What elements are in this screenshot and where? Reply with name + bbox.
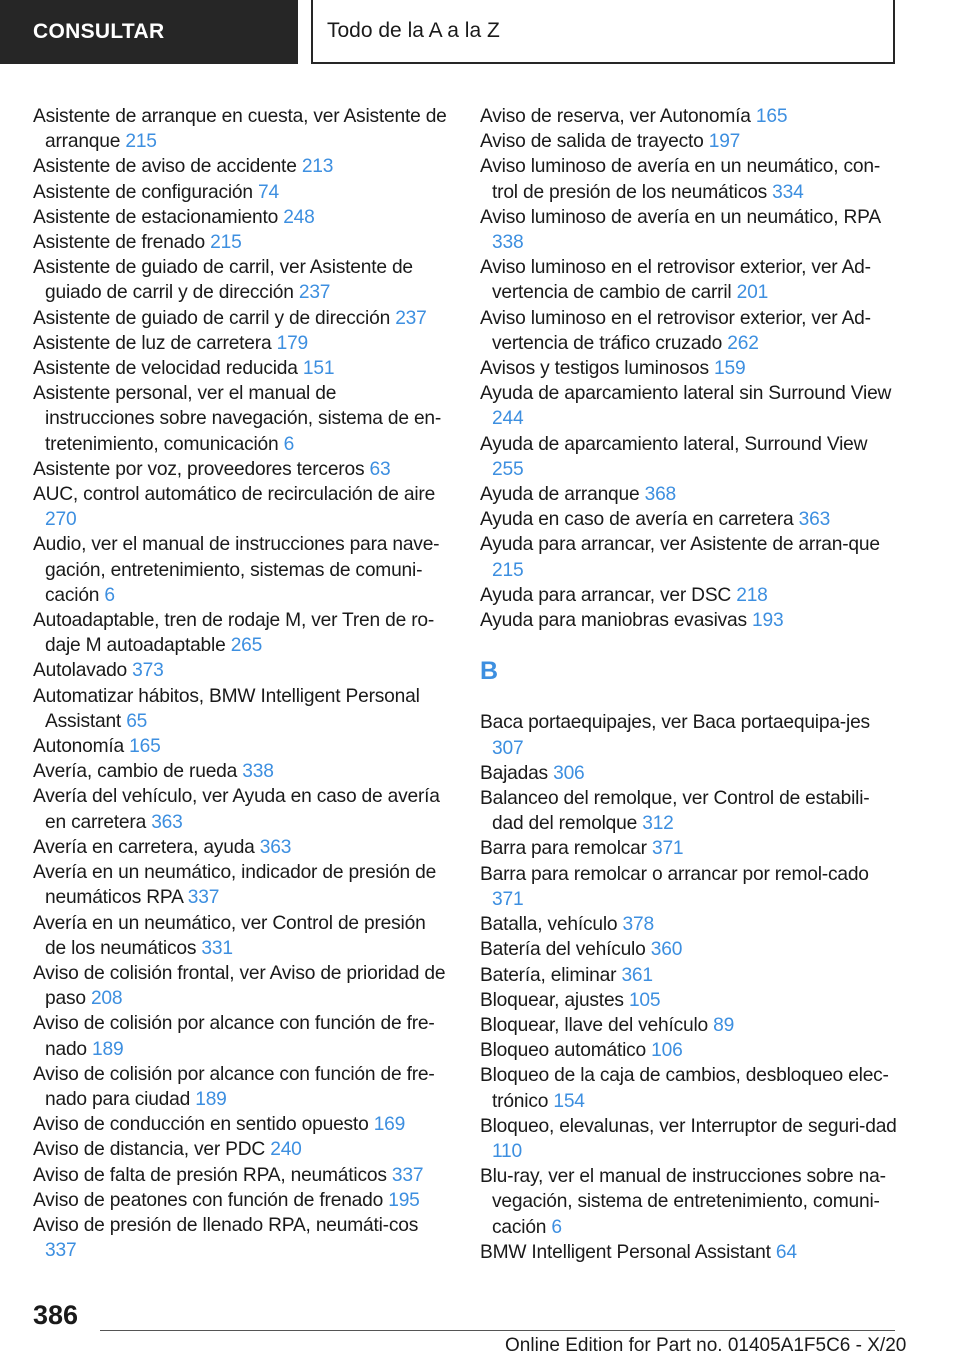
index-entry bbox=[480, 104, 900, 129]
index-entry bbox=[33, 356, 448, 381]
page-link[interactable]: 189 bbox=[195, 1088, 227, 1110]
index-group-b bbox=[480, 710, 900, 1264]
page-link[interactable]: 169 bbox=[373, 1114, 406, 1136]
entry-text: Asistente de estacionamiento bbox=[33, 206, 279, 228]
page-link[interactable]: 368 bbox=[644, 484, 677, 506]
entry-text: Baca portaequipajes, ver Baca portaequipa-jes bbox=[480, 712, 870, 734]
page-link[interactable]: 363 bbox=[259, 836, 292, 858]
index-entry bbox=[33, 1062, 448, 1112]
page-link[interactable]: 195 bbox=[388, 1189, 420, 1211]
entry-text: Aviso luminoso en el retrovisor exterior, ver Ad-vertencia de tráfico cruzado bbox=[480, 307, 871, 354]
page-link[interactable]: 244 bbox=[492, 408, 524, 430]
index-entry bbox=[480, 205, 900, 255]
index-entry bbox=[33, 1011, 448, 1061]
index-entry bbox=[480, 154, 900, 204]
page-link[interactable]: 312 bbox=[642, 813, 674, 835]
entry-text: AUC, control automático de recirculación de aire bbox=[33, 484, 436, 506]
entry-text: BMW Intelligent Personal Assistant bbox=[480, 1241, 771, 1263]
page-link[interactable]: 179 bbox=[276, 332, 309, 354]
page-link[interactable]: 218 bbox=[736, 584, 768, 606]
index-entry bbox=[480, 988, 900, 1013]
entry-text: Aviso de presión de llenado RPA, neumáti-cos bbox=[33, 1214, 419, 1236]
entry-text: Blu-ray, ver el manual de instrucciones sobre na-vegación, sistema de entretenimiento, comuni-cación bbox=[480, 1166, 886, 1238]
page-link[interactable]: 237 bbox=[395, 307, 427, 329]
entry-text: Bloqueo automático bbox=[480, 1040, 647, 1062]
index-entry bbox=[480, 786, 900, 836]
index-column-right bbox=[480, 104, 900, 1265]
page-link[interactable]: 337 bbox=[187, 887, 220, 909]
index-entry bbox=[480, 306, 900, 356]
page-link[interactable]: 165 bbox=[129, 736, 161, 758]
page-link[interactable]: 165 bbox=[755, 106, 788, 127]
entry-text: Barra para remolcar bbox=[480, 838, 647, 860]
index-entry bbox=[480, 482, 900, 507]
index-entry bbox=[33, 835, 448, 860]
entry-text: Asistente por voz, proveedores terceros bbox=[33, 458, 365, 480]
index-entry bbox=[33, 104, 448, 154]
index-entry bbox=[33, 381, 448, 457]
page-link[interactable]: 371 bbox=[651, 838, 684, 860]
index-entry bbox=[33, 331, 448, 356]
page-link[interactable]: 89 bbox=[713, 1014, 735, 1036]
index-entry bbox=[480, 1114, 900, 1164]
entry-text: Aviso luminoso de avería en un neumático, con-trol de presión de los neumáticos bbox=[480, 156, 881, 203]
index-entry bbox=[33, 230, 448, 255]
entry-text: Autonomía bbox=[33, 736, 124, 758]
page-link[interactable]: 363 bbox=[151, 811, 183, 833]
page-link[interactable]: 154 bbox=[553, 1090, 585, 1112]
entry-text: Asistente de arranque en cuesta, ver Asistente de arranque bbox=[33, 106, 447, 153]
entry-text: Asistente personal, ver el manual de instrucciones sobre navegación, sistema de en-tretenimiento, comunicación bbox=[33, 383, 442, 455]
index-entry bbox=[480, 1013, 900, 1038]
entry-text: Autoadaptable, tren de rodaje M, ver Tren de ro-daje M autoadaptable bbox=[33, 610, 435, 657]
page-link[interactable]: 151 bbox=[302, 358, 335, 380]
page-link[interactable]: 105 bbox=[628, 989, 661, 1011]
index-entry bbox=[480, 862, 900, 912]
page-link[interactable]: 306 bbox=[553, 762, 585, 784]
page-link[interactable]: 213 bbox=[301, 156, 334, 178]
page-link[interactable]: 237 bbox=[298, 282, 331, 304]
index-entry bbox=[480, 1240, 900, 1265]
index-entry bbox=[33, 1163, 448, 1188]
entry-text: Aviso de colisión por alcance con función de fre-nado para ciudad bbox=[33, 1063, 435, 1110]
chapter-title: Todo de la A a la Z bbox=[311, 0, 895, 64]
page-link[interactable]: 338 bbox=[242, 761, 274, 783]
index-entry bbox=[33, 911, 448, 961]
index-entry bbox=[33, 532, 448, 608]
index-entry bbox=[480, 836, 900, 861]
page-link[interactable]: 6 bbox=[551, 1216, 562, 1238]
index-entry bbox=[33, 961, 448, 1011]
entry-text: Asistente de frenado bbox=[33, 232, 206, 254]
entry-text: Ayuda para arrancar, ver Asistente de arran-que bbox=[480, 534, 880, 556]
entry-text: Bajadas bbox=[480, 762, 548, 784]
page-link[interactable]: 248 bbox=[283, 206, 315, 228]
page-link[interactable]: 201 bbox=[736, 282, 769, 304]
page-link[interactable]: 63 bbox=[369, 458, 391, 480]
page-link[interactable]: 159 bbox=[714, 358, 746, 380]
entry-text: Batería, eliminar bbox=[480, 964, 617, 986]
index-entry bbox=[33, 180, 448, 205]
entry-text: Bloquear, llave del vehículo bbox=[480, 1014, 709, 1036]
entry-text: Asistente de guiado de carril, ver Asistente de guiado de carril y de dirección bbox=[33, 257, 413, 304]
entry-text: Avería en un neumático, indicador de presión de neumáticos RPA bbox=[33, 862, 437, 909]
entry-text: Avisos y testigos luminosos bbox=[480, 358, 709, 380]
entry-text: Batería del vehículo bbox=[480, 939, 646, 961]
page-link[interactable]: 6 bbox=[283, 433, 295, 455]
index-entry bbox=[33, 205, 448, 230]
page-link[interactable]: 215 bbox=[125, 131, 157, 153]
page-link[interactable]: 64 bbox=[775, 1241, 797, 1263]
entry-text: Ayuda de aparcamiento lateral, Surround View bbox=[480, 433, 868, 455]
index-entry bbox=[480, 912, 900, 937]
index-entry bbox=[33, 457, 448, 482]
page-link[interactable]: 74 bbox=[258, 181, 279, 203]
page-link[interactable]: 110 bbox=[492, 1140, 522, 1162]
entry-text: Balanceo del remolque, ver Control de estabili-dad del remolque bbox=[480, 788, 870, 835]
page-link[interactable]: 6 bbox=[104, 584, 115, 606]
page-link[interactable]: 363 bbox=[798, 509, 831, 531]
entry-text: Audio, ver el manual de instrucciones para nave-gación, entretenimiento, sistemas de comuni-cación bbox=[33, 534, 440, 606]
footer-divider bbox=[100, 1330, 895, 1331]
entry-text: Bloqueo de la caja de cambios, desbloqueo elec-trónico bbox=[480, 1065, 889, 1112]
index-entry bbox=[33, 860, 448, 910]
index-entry bbox=[480, 381, 900, 431]
page-link[interactable]: 373 bbox=[132, 660, 164, 682]
entry-text: Asistente de velocidad reducida bbox=[33, 358, 298, 380]
index-entry bbox=[33, 734, 448, 759]
page-number: 386 bbox=[33, 1300, 79, 1330]
page-link[interactable]: 240 bbox=[270, 1139, 302, 1161]
index-entry bbox=[480, 1038, 900, 1063]
index-column-left bbox=[33, 104, 448, 1263]
entry-text: Ayuda para arrancar, ver DSC bbox=[480, 584, 732, 606]
entry-text: Automatizar hábitos, BMW Intelligent Personal Assistant bbox=[33, 685, 420, 732]
entry-text: Aviso de colisión frontal, ver Aviso de prioridad de paso bbox=[33, 962, 446, 1010]
index-entry bbox=[480, 432, 900, 482]
page-header bbox=[0, 0, 960, 66]
index-entry bbox=[33, 1188, 448, 1213]
index-entry bbox=[480, 129, 900, 154]
index-entry bbox=[33, 658, 448, 683]
entry-text: Aviso luminoso en el retrovisor exterior, ver Ad-vertencia de cambio de carril bbox=[480, 257, 871, 304]
page-link[interactable]: 262 bbox=[727, 332, 759, 354]
index-entry bbox=[480, 963, 900, 988]
index-entry bbox=[33, 684, 448, 734]
page-link[interactable]: 337 bbox=[391, 1164, 424, 1186]
entry-text: Asistente de configuración bbox=[33, 181, 253, 203]
page-link[interactable]: 307 bbox=[492, 737, 524, 759]
entry-text: Aviso de reserva, ver Autonomía bbox=[480, 106, 751, 127]
index-entry bbox=[480, 1164, 900, 1240]
index-entry bbox=[480, 1063, 900, 1113]
entry-text: Asistente de aviso de accidente bbox=[33, 156, 297, 178]
section-tab: CONSULTAR bbox=[0, 0, 298, 64]
page-link[interactable]: 106 bbox=[651, 1040, 683, 1062]
entry-text: Aviso de peatones con función de frenado bbox=[33, 1189, 384, 1211]
entry-text: Aviso de falta de presión RPA, neumáticos bbox=[33, 1164, 387, 1186]
page-link[interactable]: 371 bbox=[492, 888, 524, 910]
page-link[interactable]: 189 bbox=[92, 1038, 124, 1060]
page-link[interactable]: 338 bbox=[492, 232, 524, 254]
index-entry bbox=[33, 154, 448, 179]
entry-text: Ayuda para maniobras evasivas bbox=[480, 610, 747, 632]
entry-text: Avería en un neumático, ver Control de presión de los neumáticos bbox=[33, 912, 426, 959]
index-entry bbox=[480, 532, 900, 582]
entry-text: Avería, cambio de rueda bbox=[33, 761, 238, 783]
index-entry bbox=[480, 937, 900, 962]
index-group-a bbox=[480, 104, 900, 633]
entry-text: Bloqueo, elevalunas, ver Interruptor de seguri-dad bbox=[480, 1115, 897, 1137]
entry-text: Aviso de colisión por alcance con función de fre-nado bbox=[33, 1013, 435, 1060]
entry-text: Autolavado bbox=[33, 660, 128, 682]
entry-text: Aviso de salida de trayecto bbox=[480, 131, 704, 153]
index-entry bbox=[480, 710, 900, 760]
page-link[interactable]: 334 bbox=[772, 181, 804, 203]
index-entry bbox=[480, 761, 900, 786]
entry-text: Ayuda de aparcamiento lateral sin Surround View bbox=[480, 383, 892, 405]
index-entry bbox=[33, 759, 448, 784]
entry-text: Barra para remolcar o arrancar por remol-cado bbox=[480, 863, 869, 885]
entry-text: Asistente de guiado de carril y de dirección bbox=[33, 307, 391, 329]
page-link[interactable]: 378 bbox=[622, 914, 654, 936]
index-entry bbox=[33, 255, 448, 305]
entry-text: Bloquear, ajustes bbox=[480, 989, 624, 1011]
index-entry bbox=[33, 1213, 448, 1263]
index-entry bbox=[480, 356, 900, 381]
entry-text: Ayuda de arranque bbox=[480, 484, 640, 506]
index-entry bbox=[33, 482, 448, 532]
entry-text: Avería en carretera, ayuda bbox=[33, 836, 255, 858]
index-entry bbox=[33, 1137, 448, 1162]
page-link[interactable]: 265 bbox=[230, 635, 263, 657]
page-link[interactable]: 215 bbox=[210, 232, 242, 254]
page-link[interactable]: 270 bbox=[45, 509, 77, 531]
page-link[interactable]: 331 bbox=[201, 937, 233, 959]
entry-text: Batalla, vehículo bbox=[480, 914, 618, 936]
entry-text: Avería del vehículo, ver Ayuda en caso de avería en carretera bbox=[33, 786, 440, 833]
page-link[interactable]: 197 bbox=[708, 131, 741, 153]
page-link[interactable]: 208 bbox=[90, 988, 123, 1010]
entry-text: Asistente de luz de carretera bbox=[33, 332, 272, 354]
entry-text: Aviso de conducción en sentido opuesto bbox=[33, 1114, 369, 1136]
page-link[interactable]: 337 bbox=[45, 1240, 77, 1262]
index-entry bbox=[480, 583, 900, 608]
letter-heading-b: B bbox=[480, 657, 499, 686]
page-link[interactable]: 65 bbox=[126, 710, 148, 732]
page-link[interactable]: 193 bbox=[752, 610, 784, 632]
page-link[interactable]: 215 bbox=[492, 559, 524, 581]
index-entry bbox=[33, 784, 448, 834]
page-link[interactable]: 255 bbox=[492, 458, 524, 480]
entry-text: Ayuda en caso de avería en carretera bbox=[480, 509, 794, 531]
page-link[interactable]: 361 bbox=[621, 964, 653, 986]
index-entry bbox=[33, 306, 448, 331]
entry-text: Aviso de distancia, ver PDC bbox=[33, 1139, 266, 1161]
index-entry bbox=[480, 507, 900, 532]
edition-note: Online Edition for Part no. 01405A1F5C6 - X/20 bbox=[505, 1335, 907, 1356]
index-entry bbox=[33, 1112, 448, 1137]
page-link[interactable]: 360 bbox=[650, 939, 683, 961]
index-entry bbox=[480, 608, 900, 633]
entry-text: Aviso luminoso de avería en un neumático, RPA bbox=[480, 206, 880, 228]
index-entry bbox=[480, 255, 900, 305]
index-entry bbox=[33, 608, 448, 658]
